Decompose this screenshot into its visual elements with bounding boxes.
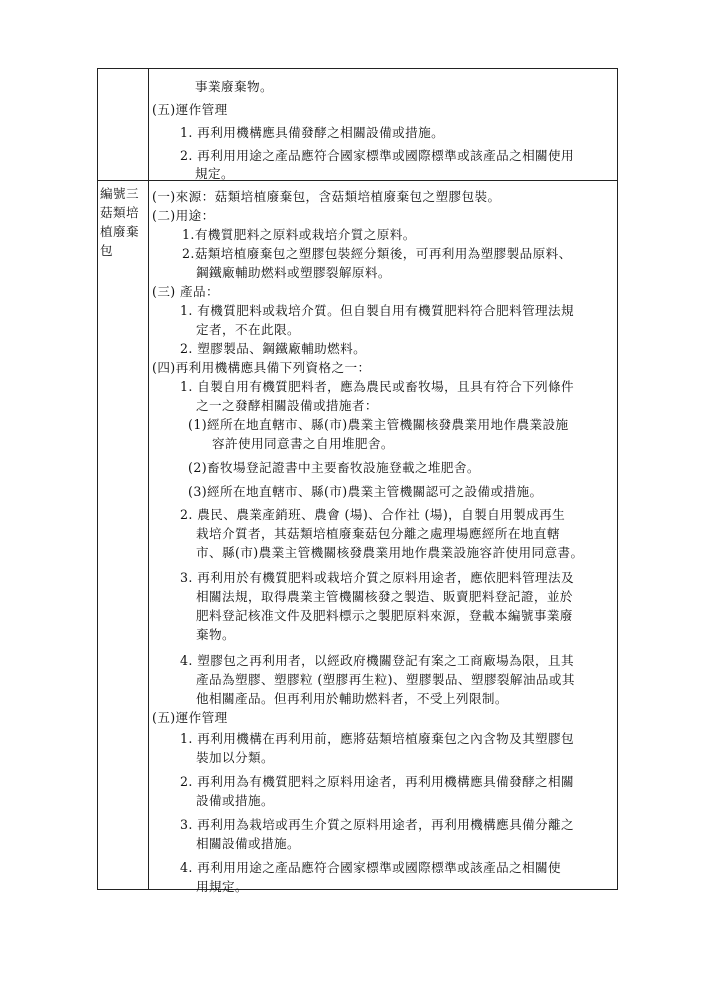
text-line: 棄物。 (196, 627, 235, 642)
text-line: 1. 再利用機構應具備發酵之相關設備或措施。 (180, 125, 445, 140)
text-line: 2. 再利用為有機質肥料之原料用途者，再利用機構應具備發酵之相關 (180, 774, 575, 789)
text-line: 1. 自製自用有機質肥料者，應為農民或畜牧場，且具有符合下列條件 (180, 379, 575, 394)
text-line: 2. 再利用用途之產品應符合國家標準或國際標準或該產品之相關使用 (180, 148, 575, 163)
text-line: 用規定。 (196, 879, 248, 894)
text-line: 4. 再利用用途之產品應符合國家標準或國際標準或該產品之相關使 (180, 860, 562, 875)
text-line: (一)來源：菇類培植廢棄包，含菇類培植廢棄包之塑膠包裝。 (152, 189, 501, 204)
text-line: 相關設備或措施。 (196, 836, 300, 851)
text-line: 相關法規，取得農業主管機關核發之製造、販賣肥料登記證，並於 (196, 589, 573, 604)
text-line: 鋼鐵廠輔助燃料或塑膠裂解原料。 (196, 265, 391, 280)
text-line: (五)運作管理 (152, 710, 228, 725)
text-line: 裝加以分類。 (196, 750, 274, 765)
item-label-line: 編號三 (100, 186, 139, 201)
text-line: 1. 有機質肥料或栽培介質。但自製自用有機質肥料符合肥料管理法規 (180, 303, 575, 318)
text-line: 4. 塑膠包之再利用者，以經政府機關登記有案之工商廠場為限，且其 (180, 653, 575, 668)
text-line: 設備或措施。 (196, 793, 274, 808)
text-line: 規定。 (195, 166, 234, 181)
text-line: (1)經所在地直轄市、縣(市)農業主管機關核發農業用地作農業設施 (188, 417, 569, 432)
text-line: (三) 產品： (152, 284, 220, 299)
text-line: 3. 再利用於有機質肥料或栽培介質之原料用途者，應依肥料管理法及 (180, 570, 575, 585)
text-line: 栽培介質者，其菇類培植廢棄菇包分離之處理場應經所在地直轄 (196, 526, 560, 541)
text-line: 定者，不在此限。 (196, 322, 300, 337)
text-line: 他相關產品。但再利用於輔助燃料者，不受上列限制。 (196, 691, 508, 706)
text-line: 1.有機質肥料之原料或栽培介質之原料。 (182, 227, 416, 242)
text-line: 產品為塑膠、塑膠粒 (塑膠再生粒)、塑膠製品、塑膠裂解油品或其 (196, 672, 575, 687)
text-line: (二)用途： (152, 208, 215, 223)
item-label-line: 植廢棄 (100, 224, 139, 239)
text-line: 2. 農民、農業產銷班、農會 (場)、合作社 (場)，自製自用製成再生 (180, 507, 566, 522)
item-label-line: 菇類培 (100, 205, 139, 220)
item-label-line: 包 (100, 243, 113, 258)
text-line: (五)運作管理 (152, 102, 228, 117)
text-line: 肥料登記核准文件及肥料標示之製肥原料來源，登載本編號事業廢 (196, 608, 573, 623)
text-line: 2.菇類培植廢棄包之塑膠包裝經分類後，可再利用為塑膠製品原料、 (182, 246, 572, 261)
text-line: 1. 再利用機構在再利用前，應將菇類培植廢棄包之內含物及其塑膠包 (180, 731, 575, 746)
text-line: 容許使用同意書之自用堆肥舍。 (212, 436, 394, 451)
text-line: (3)經所在地直轄市、縣(市)農業主管機關認可之設備或措施。 (188, 484, 543, 499)
text-line: 市、縣(市)農業主管機關核發農業用地作農業設施容許使用同意書。 (196, 545, 584, 560)
row-divider (97, 180, 618, 181)
column-divider (148, 68, 149, 890)
text-line: (四)再利用機構應具備下列資格之一： (152, 360, 371, 375)
text-line: (2)畜牧場登記證書中主要畜牧設施登載之堆肥舍。 (188, 460, 480, 475)
text-line: 事業廢棄物。 (195, 79, 273, 94)
text-line: 3. 再利用為栽培或再生介質之原料用途者，再利用機構應具備分離之 (180, 817, 575, 832)
text-line: 2. 塑膠製品、鋼鐵廠輔助燃料。 (180, 341, 367, 356)
text-line: 之一之發酵相關設備或措施者： (196, 398, 378, 413)
